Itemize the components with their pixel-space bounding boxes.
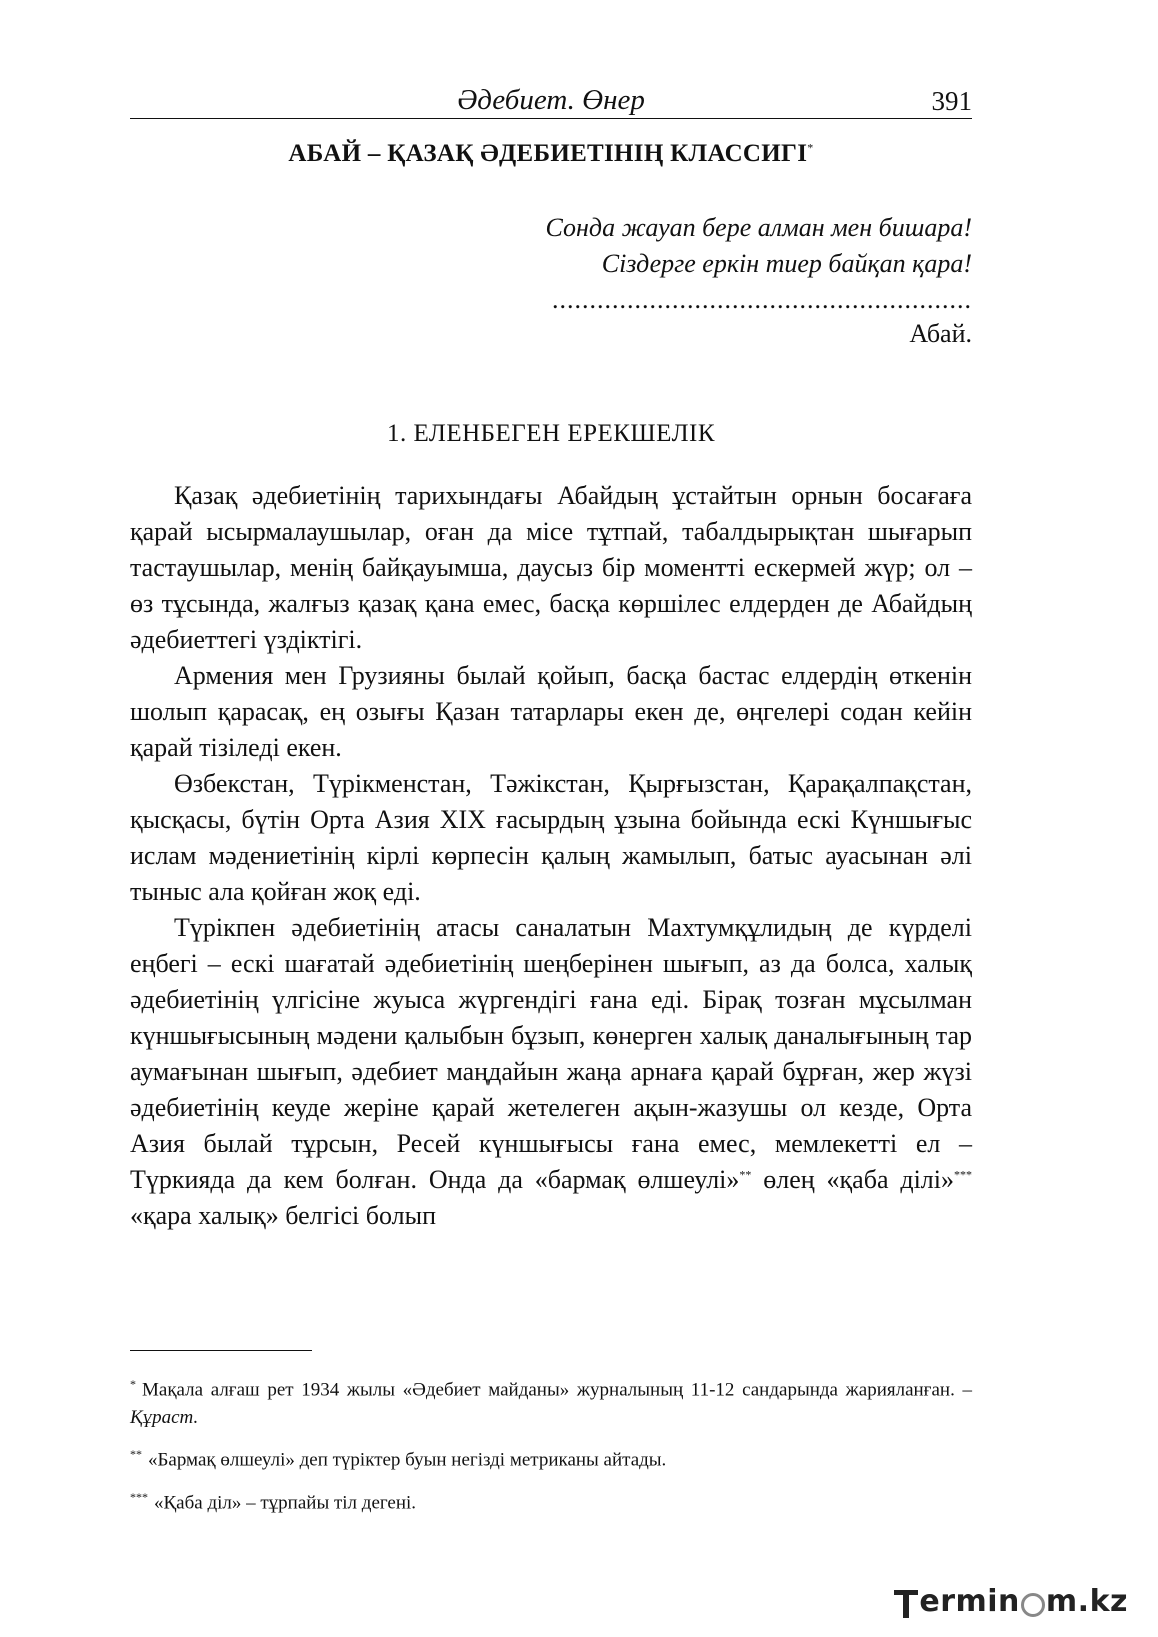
epigraph-ellipsis: ........................................................: [552, 285, 972, 314]
epigraph: [130, 210, 972, 352]
circle-logo-icon: [1021, 1593, 1045, 1617]
paragraph-3: Өзбекстан, Түрікменстан, Тәжікстан, Қырғызстан, Қарақалпақстан, қысқасы, бүтін Орта Азия ХІХ ғасырдың ұзына бойында ескі Күншығыс ислам мәдениетінің кірлі көрпесін қалың жамылып, батыс ауасынан әлі тыныс ала қойған жоқ еді.: [130, 769, 972, 906]
footnote-2-marker: **: [130, 1447, 142, 1462]
footnote-1-text: Мақала алғаш рет 1934 жылы «Әдебиет майданы» журналының 11-12 сандарында жарияланған. –: [142, 1379, 972, 1401]
epigraph-line-2: Сіздерге еркін тиер байқап қара!: [601, 249, 972, 278]
footnote-2: [130, 1440, 972, 1474]
footnote-3: [130, 1483, 972, 1517]
footnote-divider: [130, 1350, 312, 1351]
watermark-text-2: m.kz: [1045, 1584, 1128, 1619]
footnote-2-text: «Бармақ өлшеулі» деп түріктер буын негізді метриканы айтады.: [148, 1449, 667, 1471]
footnote-ref-2[interactable]: **: [739, 1167, 752, 1182]
footnote-1: [130, 1370, 972, 1432]
paragraph-4-text-3: «қара халық» белгісі болып: [130, 1201, 437, 1230]
footnote-1-marker: *: [130, 1377, 136, 1391]
epigraph-line-1: Сонда жауап бере алман мен бишара!: [545, 213, 972, 242]
termincom-watermark: [894, 1582, 1128, 1622]
running-title: Әдебиет. Өнер: [457, 84, 645, 116]
page-number: 391: [931, 86, 972, 116]
footnote-3-text: «Қаба діл» – тұрпайы тіл дегені.: [154, 1491, 417, 1513]
section-heading: 1. ЕЛЕНБЕГЕН ЕРЕКШЕЛІК: [386, 420, 716, 447]
footnote-ref-3[interactable]: ***: [954, 1167, 972, 1182]
epigraph-author: Абай.: [909, 319, 972, 348]
footnotes: [130, 1370, 972, 1525]
watermark-text-1: ermin: [919, 1584, 1020, 1619]
paragraph-4: [130, 910, 972, 1234]
paragraph-4-text-2: өлең «қаба ділі»: [751, 1165, 954, 1194]
paragraph-4-text-1: Түрікпен әдебиетінің атасы саналатын Махтумқұлидың де күрделі еңбегі – ескі шағатай әдебиетінің шеңберінен шығып, аз да болса, халық әдебиетінің үлгісіне жуыса жүргендігі ғана еді. Бірақ тозған мұсылман күншығысының мәдени қалыбын бұзып, көнерген халық даналығының тар аумағынан шығып, әдебиет маңдайын жаңа арнаға қарай бұрған, жер жүзі әдебиетінің кеуде жеріне қарай жетелеген ақын-жазушы ол кезде, Орта Азия былай тұрсын, Ресей күншығысы ғана емес, мемлекетті ел – Түркияда да кем болған. Онда да «бармақ өлшеулі»: [130, 913, 972, 1194]
running-header: [130, 84, 972, 119]
paragraph-1: Қазақ әдебиетінің тарихындағы Абайдың ұстайтын орнын босағаға қарай ысырмалаушылар, оған да місе тұтпай, табалдырықтан шығарып тастаушылар, менің байқауымша, даусыз бір моментті ескермей жүр; ол – өз тұсында, жалғыз қазақ қана емес, басқа көршілес елдерден де Абайдың әдебиеттегі үздіктігі.: [130, 481, 972, 654]
t-logo-icon: [894, 1586, 918, 1618]
article-title-text: АБАЙ – ҚАЗАҚ ӘДЕБИЕТІНІҢ КЛАССИГІ: [288, 140, 808, 167]
article-title: [130, 140, 972, 168]
body-text: [130, 478, 972, 1234]
article-title-footnote-marker: *: [807, 140, 814, 155]
footnote-1-compiler: Құраст.: [130, 1407, 199, 1429]
footnote-3-marker: ***: [130, 1489, 148, 1504]
paragraph-2: Армения мен Грузияны былай қойып, басқа бастас елдердің өткенін шолып қарасақ, ең озығы Қазан татарлары екен де, өңгелері содан кейін қарай тізіледі екен.: [130, 661, 972, 762]
